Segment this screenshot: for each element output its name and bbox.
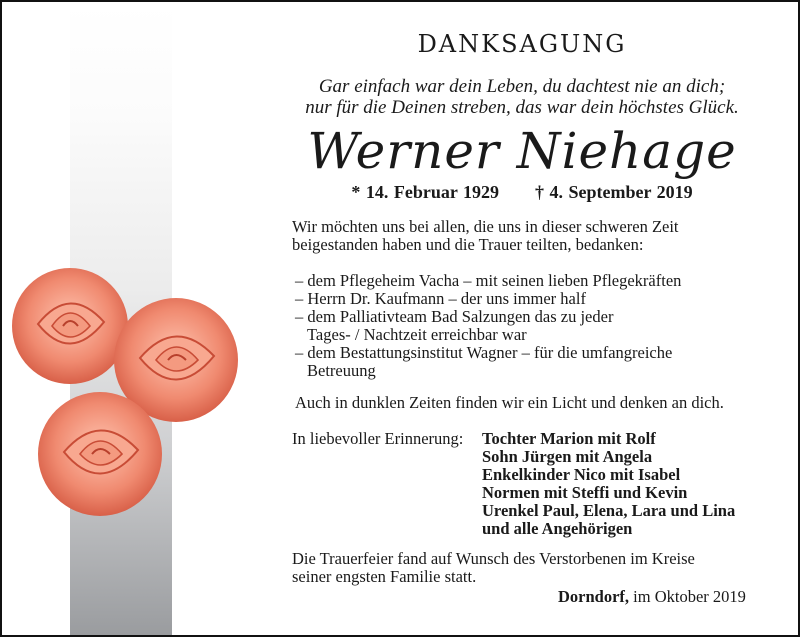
rose-top-left bbox=[12, 268, 128, 384]
family-member: Sohn Jürgen mit Angela bbox=[482, 447, 653, 466]
thanks-item: – Herrn Dr. Kaufmann – der uns immer half bbox=[295, 289, 586, 308]
thanks-item: – dem Pflegeheim Vacha – mit seinen lieben Pflegekräften bbox=[295, 271, 682, 290]
rose-bottom bbox=[38, 392, 162, 516]
family-member: Urenkel Paul, Elena, Lara und Lina bbox=[482, 501, 736, 520]
motto-line-2: nur für die Deinen streben, das war dein höchstes Glück. bbox=[305, 97, 739, 118]
deceased-name: Werner Niehage bbox=[307, 122, 737, 180]
family-member: Normen mit Steffi und Kevin bbox=[482, 483, 688, 502]
thanks-item: Tages- / Nachtzeit erreichbar war bbox=[307, 325, 527, 344]
family-member: und alle Angehörigen bbox=[482, 519, 633, 538]
notice-heading: DANKSAGUNG bbox=[417, 30, 627, 58]
thanks-line-2: beigestanden haben und die Trauer teilten, bedanken: bbox=[292, 235, 644, 254]
closing-line: Auch in dunklen Zeiten finden wir ein Licht und denken an dich. bbox=[295, 393, 724, 412]
date: im Oktober 2019 bbox=[633, 587, 746, 606]
family-member: Tochter Marion mit Rolf bbox=[482, 429, 656, 448]
motto-line-1: Gar einfach war dein Leben, du dachtest nie an dich; bbox=[318, 76, 726, 97]
birth-date: * 14. Februar 1929 bbox=[351, 182, 499, 202]
memory-label: In liebevoller Erinnerung: bbox=[292, 429, 464, 448]
thanks-item: – dem Palliativteam Bad Salzungen das zu jeder bbox=[295, 307, 614, 326]
thanks-item: Betreuung bbox=[307, 361, 376, 380]
death-date: † 4. September 2019 bbox=[535, 182, 693, 202]
life-dates bbox=[292, 182, 752, 203]
funeral-line-1: Die Trauerfeier fand auf Wunsch des Verstorbenen im Kreise bbox=[292, 549, 695, 568]
place: Dorndorf, bbox=[558, 587, 630, 606]
place-date bbox=[558, 588, 746, 606]
thanks-item: – dem Bestattungsinstitut Wagner – für die umfangreiche bbox=[295, 343, 673, 362]
funeral-line-2: seiner engsten Familie statt. bbox=[292, 567, 477, 586]
family-member: Enkelkinder Nico mit Isabel bbox=[482, 465, 681, 484]
roses-image bbox=[8, 264, 248, 524]
thanks-line-1: Wir möchten uns bei allen, die uns in dieser schweren Zeit bbox=[292, 217, 679, 236]
